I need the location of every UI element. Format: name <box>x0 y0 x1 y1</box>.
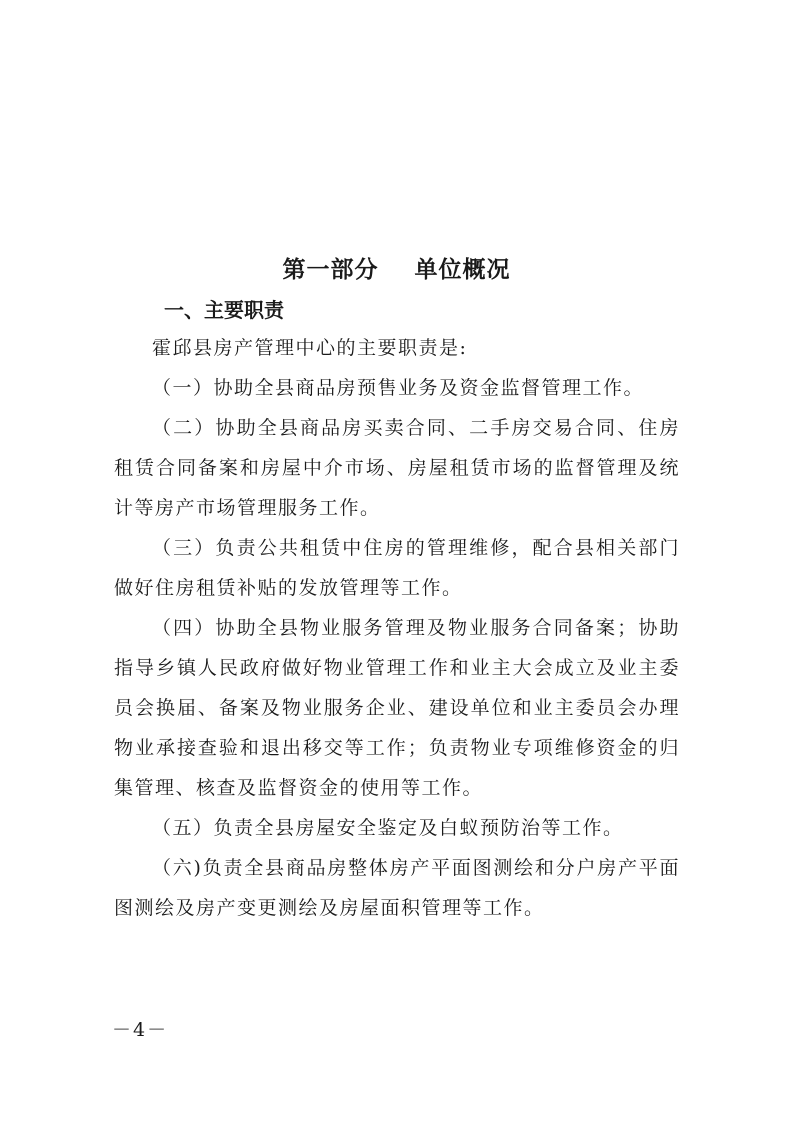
duty-item-3: （三）负责公共租赁中住房的管理维修，配合县相关部门做好住房租赁补贴的发放管理等工作。 <box>114 537 680 599</box>
duty-item-2: （二）协助全县商品房买卖合同、二手房交易合同、住房租赁合同备案和房屋中介市场、房屋租赁市场的监督管理及统计等房产市场管理服务工作。 <box>114 417 680 519</box>
duty-item-1: （一）协助全县商品房预售业务及资金监督管理工作。 <box>152 377 645 399</box>
duty-item-6: （六)负责全县商品房整体房产平面图测绘和分户房产平面图测绘及房产变更测绘及房屋面积管理等工作。 <box>114 857 680 919</box>
body-text <box>114 328 680 928</box>
part-title: 第一部分 单位概况 <box>282 257 511 283</box>
duty-item-4: （四）协助全县物业服务管理及物业服务合同备案；协助指导乡镇人民政府做好物业管理工作和业主大会成立及业主委员会换届、备案及物业服务企业、建设单位和业主委员会办理物业承接查验和退出移交等工作；负责物业专项维修资金的归集管理、核查及监督资金的使用等工作。 <box>114 617 680 799</box>
duty-item-5: （五）负责全县房屋安全鉴定及白蚁预防治等工作。 <box>152 817 624 839</box>
section-heading: 一、主要职责 <box>164 298 284 322</box>
intro-paragraph: 霍邱县房产管理中心的主要职责是: <box>152 337 468 359</box>
page-number: －4－ <box>112 1019 169 1041</box>
